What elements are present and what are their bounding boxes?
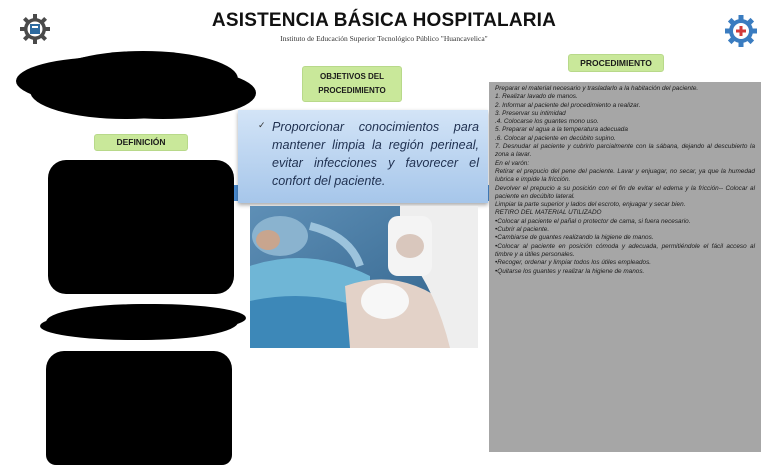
procedure-step: RETIRO DEL MATERIAL UTILIZADO <box>495 209 602 217</box>
definicion-label: DEFINICIÓN <box>94 134 188 151</box>
procedure-step: •Quitarse los guantes y realizar la higiene de manos. <box>495 267 645 275</box>
procedure-step: 1. Realizar lavado de manos. <box>495 93 578 101</box>
procedure-step: 7. Desnudar al paciente y cubrirlo parcialmente con la sábana, dejando al descubierto la zona a lavar. <box>495 143 755 159</box>
objective-box <box>238 110 488 203</box>
procedure-step: •Cambiarse de guantes realizando la higiene de manos. <box>495 234 654 242</box>
procedure-photo <box>250 206 478 348</box>
procedure-step: 2. Informar al paciente del procedimiento a realizar. <box>495 101 641 109</box>
procedure-step: Preparar el material necesario y trasladarlo a la habitación del paciente. <box>495 85 699 92</box>
procedure-step: Devolver el prepucio a su posición con el fin de evitar el edema y la fricción-- Colocar al paciente en decúbito lateral. <box>495 184 755 200</box>
institute-subtitle: Instituto de Educación Superior Tecnológico Público "Huancavelica" <box>280 34 488 43</box>
check-icon: ✓ <box>258 120 266 130</box>
top-cloud-shape <box>34 53 232 117</box>
definition-content-box <box>48 160 234 294</box>
procedimiento-label: PROCEDIMIENTO <box>568 54 664 72</box>
procedure-step: .4. Colocarse los guantes mono uso. <box>495 118 599 126</box>
procedure-step: •Cubrir al paciente. <box>495 226 550 234</box>
procedure-step: 3. Preservar su intimidad <box>495 109 566 117</box>
procedure-step: •Colocar al paciente en posición cómoda y adecuada, permitiéndole el fácil acceso al timbre y a útiles personales. <box>495 242 755 258</box>
procedure-steps <box>495 85 755 276</box>
procedure-step: .6. Colocar al paciente en decúbito supino. <box>495 134 616 142</box>
procedure-step: 5. Preparar el agua a la temperatura adecuada <box>495 126 628 134</box>
procedure-step: Retirar el prepucio del pene del paciente. Lavar y enjuagar, no secar, ya que la humedad lubrica e impide la fricción. <box>495 167 755 184</box>
page-title: ASISTENCIA BÁSICA HOSPITALARIA <box>211 10 557 31</box>
procedure-step: Limpiar la parte superior y lados del escroto, enjuagar y secar bien. <box>495 201 686 209</box>
objective-text: Proporcionar conocimientos para mantener limpia la región perineal, evitar infecciones y favorecer el confort del paciente. <box>272 120 479 188</box>
procedure-step: •Colocar al paciente el pañal o protector de cama, si fuera necesario. <box>495 217 691 225</box>
procedure-step: •Recoger, ordenar y limpiar todos los útiles empleados. <box>495 259 652 267</box>
bottom-content-box <box>46 351 232 465</box>
procedure-panel <box>489 82 761 452</box>
procedure-step: En el varón: <box>495 159 530 167</box>
middle-cloud-shape <box>46 304 238 340</box>
objetivos-label: OBJETIVOS DEL PROCEDIMIENTO <box>302 66 402 102</box>
